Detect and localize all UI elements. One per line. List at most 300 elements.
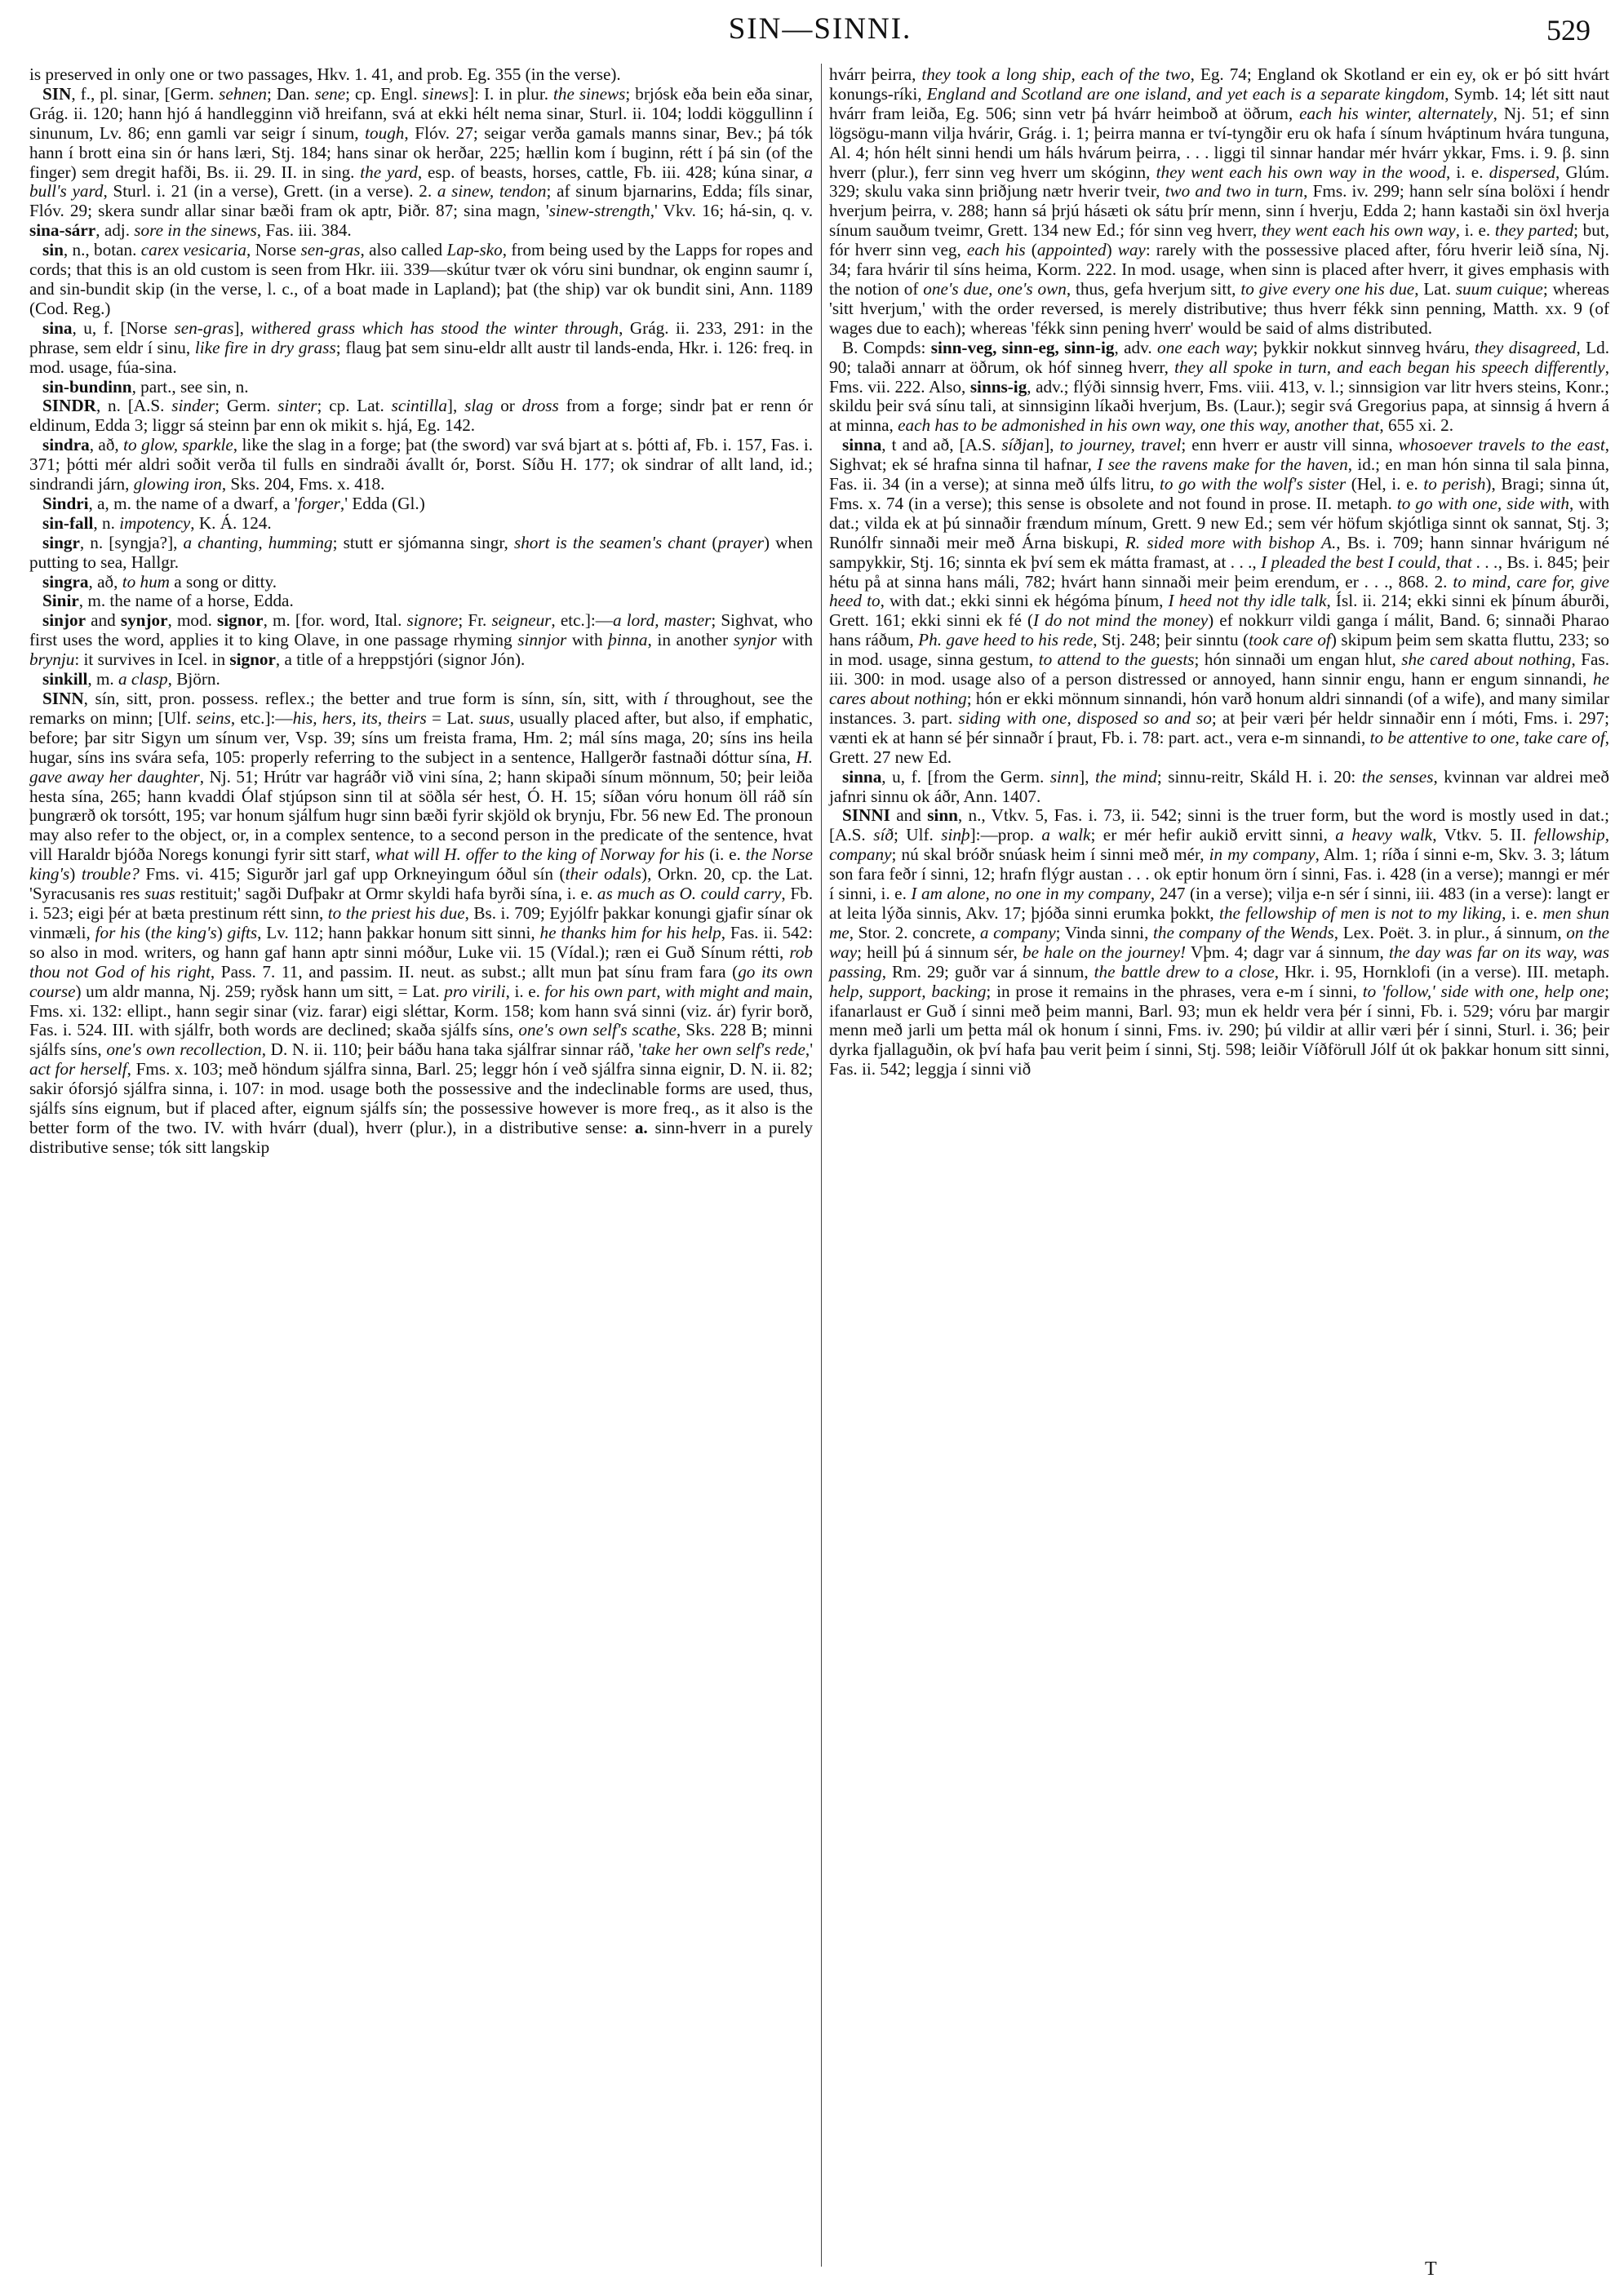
entry-text: , Fb. i. 523; eigi þér at bæta prestinum rétt sinn,	[29, 884, 813, 923]
dictionary-entry	[29, 436, 813, 494]
dictionary-entry	[29, 534, 813, 573]
entry-text: , Fms. iv. 299; hann selr sína bolöxi í hendr hverjum þeirra, v. 288; hann sá þrjú hásæti ok sátu þrír menn, sinn í hverju, Edda 2; hann kastaði sin öxl hverja sínum sauðum tveimr, Grett. 134 new Ed.; fór sinn veg hverr,	[829, 181, 1610, 241]
translation-text: he cares about nothing	[829, 669, 1609, 708]
entry-text: , adv.; flýði sinnsig hverr, Fms. viii. 413, v. l.; sinnsigion var litr hvers steins, Konr.; skildu þeir svá sínu tali, at sinnsiginn líkaði hverjum, Bs. (Laur.); segir svá Gregorius papa, at sinnsig á hvern á at minna,	[829, 376, 1610, 436]
translation-text: one each way	[1157, 337, 1253, 357]
translation-text: I do not mind the money	[1033, 610, 1209, 631]
entry-text: )	[216, 922, 228, 942]
entry-text: , Lex. Poët. 3. in plur., á sinnum,	[1333, 922, 1567, 942]
translation-text: the fellowship of men is not to my liking	[1219, 902, 1502, 923]
translation-text: trouble?	[81, 864, 140, 884]
translation-text: they went each his own way	[1261, 220, 1456, 241]
entry-text: , Fas. iii. 384.	[256, 220, 352, 241]
translation-text: þinna	[608, 630, 648, 650]
translation-text: to glow, sparkle	[123, 435, 233, 455]
entry-text: Vþm. 4; dagr var á sinnum,	[1186, 942, 1390, 962]
translation-text: prayer	[717, 532, 764, 552]
entry-text: ]:—prop.	[969, 825, 1042, 845]
entry-text: , esp. of beasts, horses, cattle, Fb. iii. 428; kúna sinar,	[417, 162, 805, 182]
translation-text: go its own course	[29, 961, 813, 1001]
entry-text: is preserved in only one or two passages, Hkv. 1. 41, and prob. Eg. 355 (in the verse).	[29, 64, 621, 84]
entry-text: ; sinnu-reitr, Skáld H. i. 20:	[1156, 766, 1362, 787]
entry-text: )	[69, 864, 82, 884]
entry-text: , Nj. 51; Hrútr var hagráðr við vini sína, 2; hann skipaði sínum mönnum, 50; þeir leiða hesta sína, 265; hann kvaddi Ólaf stjúpson sinn til at söðla sér hest, Ó. H. 15; síðan vóru honum öll ráð sín þungrærð ok torsótt, 195; var honum sjálfum hugr sinn bæði fyrir skjöld ok brynju, Fbr. 56 new Ed. The pronoun may also refer to the object, or, in a complex sentence, to a second person in the predicate of the sentence, hvat vill Haraldr bjóða Noregs konungi fyrir sitt starf,	[29, 766, 813, 865]
entry-text: ,'	[805, 1039, 814, 1060]
translation-text: each his winter, alternately	[1299, 103, 1493, 123]
translation-text: siding with one, disposed so and so	[958, 707, 1212, 728]
entry-text: , Glúm. 329; skulu vaka sinn þriðjung nætr hverir tveir,	[829, 162, 1609, 202]
translation-text: Ph. gave heed to his rede	[918, 630, 1094, 650]
headword: sinns-ig	[969, 376, 1027, 397]
dictionary-entry	[29, 670, 813, 689]
translation-text: I heed not thy idle talk	[1168, 591, 1327, 611]
headword: a.	[634, 1117, 648, 1137]
entry-text: hvárr þeirra,	[829, 64, 922, 84]
translation-text: to go with one, side with	[1396, 493, 1569, 513]
dictionary-entry	[29, 592, 813, 611]
entry-text: ; Sighvat, who first uses the word, applies it to king Olave, in one passage rhyming	[29, 610, 814, 650]
entry-text: , i. e.	[1502, 902, 1543, 923]
dictionary-entry	[29, 573, 813, 592]
entry-text: , Bs. i. 709; hann sinnar hvárigum né sampykkir, Stj. 16; sinnta ek því sem ek mátta framast, at . . .,	[829, 532, 1609, 572]
translation-text: I see the ravens make for the haven	[1097, 454, 1348, 475]
entry-text: , Sks. 228 B; minni sjálfs síns,	[29, 1020, 814, 1060]
headword: singra	[42, 571, 89, 592]
entry-text: , Fms. x. 103; með höndum sjálfra sinna, Barl. 25; leggr hón í veð sjálfra sinna eignir, D. N. ii. 82; sakir óforsjó sjálfra sinna, i. 107: in mod. usage both the possessive and the indeclinable forms are used, thus, sjálfs síns eignum, but if placed after, eignum sjálfs sín; the possessive however is more freq., as it also is the better form of the two. IV. with hvárr (dual), hverr (plur.), in a distributive sense:	[29, 1059, 813, 1137]
translation-text: to journey, travel	[1059, 435, 1182, 455]
translation-text: short is the seamen's chant	[513, 532, 707, 552]
translation-text: seins	[196, 707, 231, 728]
entry-text: ), Bragi; sinna út, Fms. x. 74 (in a verse); this sense is obsolete and not found in prose. II. metaph.	[829, 474, 1610, 513]
entry-text: ; heill þú á sinnum sér,	[857, 942, 1023, 962]
entry-text: a song or ditty.	[169, 571, 277, 592]
translation-text: dispersed	[1489, 162, 1555, 182]
headword: sin	[42, 240, 64, 260]
translation-text: scintilla	[391, 396, 447, 416]
dictionary-entry	[829, 768, 1609, 807]
entry-text: , from being used by the Lapps for ropes and cords; that this is an old custom is seen from Hkr. iii. 339—skútur tvær ok vóru sini bundnar, ok enginn saumr í, and sin-bundit skip (in the verse, l. c., of a boat made in Lapland); þat (the ship) var ok bundit sini, Ann. 1189 (Cod. Reg.)	[29, 240, 813, 318]
entry-text: ; whereas 'sitt hverjum,' with the order reversed, is merely distributive; thus hverr fékk sinn penning, Matth. xx. 9 (of wages due to each); whereas 'fékk sinn pening hverr' would be said of alms distributed.	[829, 278, 1610, 338]
headword: SIN	[42, 83, 72, 104]
translation-text: for his own part, with might and main	[544, 981, 809, 1001]
translation-text: his, hers, its, theirs	[292, 707, 427, 728]
translation-text: a heavy walk	[1335, 825, 1433, 845]
entry-text: throughout, see the remarks on minn; [Ulf.	[29, 689, 813, 728]
translation-text: be hale on the journey!	[1023, 942, 1187, 962]
entry-text: , also called	[360, 240, 447, 260]
dictionary-entry	[829, 806, 1609, 1079]
entry-text: , with dat.; vilda ek at þú sinnaðir frændum mínum, Grett. 9 new Ed.; sem vér höfum skjótliga sinnt ok sannat, Stj. 3; Runólfr sinnaði meir með Árna biskupi,	[829, 493, 1609, 552]
entry-text: , mod.	[167, 610, 218, 631]
entry-text: , sín, sitt, pron. possess. reflex.; the better and true form is sínn, sín, sitt, with	[83, 689, 664, 708]
entry-text: , Bs. i. 709; Eyjólfr þakkar konungi gjafir sínar ok vinmæli,	[29, 902, 814, 942]
entry-text: , D. N. ii. 110; þeir báðu hana taka sjálfrar sinnar ráð, '	[261, 1039, 642, 1060]
entry-text: and	[890, 805, 928, 826]
entry-text: , t and að, [A.S.	[881, 435, 1002, 455]
translation-text: act for herself	[29, 1059, 127, 1079]
headword: sinna	[842, 766, 882, 787]
entry-text: ],	[1079, 766, 1096, 787]
entry-text: from a forge; sindr þat er renn ór eldinum, Edda 3; liggr sá steinn þar enn ok mikit s. hjá, Eg. 142.	[29, 396, 813, 436]
translation-text: each his	[966, 240, 1026, 260]
entry-text: ; cp. Lat.	[317, 396, 392, 416]
translation-text: to mind, care for, give heed to	[829, 571, 1609, 611]
entry-text: , Eg. 74; England ok Skotland er ein ey, ok er þó sitt hvárt konungs-ríki,	[829, 64, 1609, 104]
headword: SINNI	[842, 805, 890, 826]
entry-text: restituit;' sagði Dufþakr at Ormr skyldi hafa byrði sína, i. e.	[175, 884, 597, 904]
entry-text: , usually placed after, but also, if emphatic, before; þar sitr Sigyn um sínum ver, Vsp. 39; síns um freista frama, Hm. 2; mál síns maga, 20; síns ins heila hugar, síns ins svára sefa, 105: properly referring to the subject in a sentence, Hallgerðr fastnaði dóttur sína,	[29, 707, 814, 767]
entry-text: , Symb. 14; lét sitt naut hvárr fram leiða, Eg. 506; sinn vetr þá hvárr heimboð at öðrum,	[829, 83, 1609, 123]
translation-text: dross	[521, 396, 559, 416]
dictionary-entry	[29, 514, 813, 534]
translation-text: impotency	[119, 512, 191, 533]
headword: Sindri	[42, 493, 89, 513]
translation-text: signore	[406, 610, 459, 631]
entry-text: ; ifanarlaust er Guð í sinni með þeim manni, Barl. 93; mun ek heldr vera þér í sinni, Fb. i. 529; vóru þar margir menn með jarli um þetta mál ok honum í sinni, Fms. iv. 290; þú vildir at allir væri þér í sinni, Sturl. i. 36; þeir dyrka fjallaguðin, ok því hafa þau verit þeim í sinni, Stj. 598; leiðir Víðförull Jólf út ok þakkar honum sitt sinni, Fas. ii. 542; leggja í sinni við	[829, 981, 1609, 1079]
entry-text: )	[1106, 240, 1118, 260]
entry-text: , i. e.	[505, 981, 545, 1001]
translation-text: on the way	[829, 922, 1609, 962]
dictionary-entry	[29, 319, 813, 378]
translation-text: pro virili	[444, 981, 506, 1001]
entry-text: , Stj. 248; þeir sinntu (	[1093, 630, 1249, 650]
entry-text: , etc.]:—	[230, 707, 293, 728]
headword: sindra	[42, 435, 90, 455]
translation-text: the king's	[150, 922, 217, 942]
entry-text: , with dat.; ekki sinni ek hégóma þínum,	[880, 591, 1169, 611]
entry-text: , að,	[89, 435, 124, 455]
entry-text: ],	[1044, 435, 1060, 455]
entry-text: , 247 (in a verse); vilja e-n sér í sinni, iii. 483 (in a verse): langt er at leita lýða sinnis, Akv. 17; þjóða sinni erumka þokkt,	[829, 884, 1609, 923]
dictionary-entry	[29, 241, 813, 319]
translation-text: sinews	[422, 83, 469, 104]
translation-text: to the priest his due	[327, 902, 465, 923]
translation-text: Lap-sko	[446, 240, 503, 260]
dictionary-entry	[829, 339, 1609, 437]
translation-text: appointed	[1036, 240, 1107, 260]
entry-text: ; Vinda sinni,	[1055, 922, 1153, 942]
translation-text: sen-gras	[174, 317, 234, 338]
translation-text: a clasp	[118, 669, 168, 689]
translation-text: to perish	[1423, 474, 1486, 494]
translation-text: they parted	[1494, 220, 1574, 241]
translation-text: carex vesicaria	[140, 240, 246, 260]
entry-text: , n.	[93, 512, 120, 533]
dictionary-entry	[829, 436, 1609, 767]
dictionary-entry	[29, 378, 813, 397]
page-number: 529	[1546, 14, 1591, 47]
translation-text: to 'follow,' side with one, help one	[1362, 981, 1605, 1001]
translation-text: sinew-strength	[548, 201, 650, 221]
entry-text: ; Germ.	[215, 396, 278, 416]
entry-text: , Lv. 112; hann þakkar honum sitt sinni,	[257, 922, 540, 942]
entry-text: , like the slag in a forge; þat (the sword) var svá bjart at s. þótti af, Fb. i. 157, Fas. i. 371; þótti mér aldri soðit verða til fulls en sindraði ávallt ór, Þorst. Síðu H. 177; ok sindrar of allt land, id.; sindrandi járn,	[29, 435, 813, 494]
entry-text: ) when putting to sea, Hallgr.	[29, 532, 813, 572]
translation-text: like fire in dry grass	[194, 337, 336, 357]
translation-text: sehnen	[219, 83, 268, 104]
entry-text: , part., see sin, n.	[131, 376, 249, 397]
entry-text: ],	[446, 396, 465, 416]
translation-text: a walk	[1041, 825, 1091, 845]
translation-text: they went each his own way in the wood	[1156, 162, 1446, 182]
page-header	[0, 11, 1615, 52]
translation-text: I am alone, no one in my company	[911, 884, 1151, 904]
entry-text: , Fas. iii. 300: in mod. usage also of a person distressed or annoyed, hann sinnir engu, hann er engum sinnandi,	[829, 649, 1609, 689]
entry-text: (i. e.	[704, 844, 746, 865]
entry-text: , Sighvat; ek sé hrafna sinna til hafnar,	[829, 435, 1610, 475]
entry-text: : rarely with the possessive placed after, fóru hverir leið sína, Nj. 34; fara hvárir til síns heima, Korm. 222. In mod. usage, when sinn is placed after hverr, it gives emphasis with the notion of	[829, 240, 1609, 299]
translation-text: to hum	[122, 571, 170, 592]
entry-text: ; enn hverr er austr vill sinna,	[1181, 435, 1399, 455]
translation-text: a sinew, tendon	[437, 181, 547, 202]
headword: sin-fall	[42, 512, 94, 533]
translation-text: they took a long ship, each of the two	[921, 64, 1191, 84]
translation-text: the company of the Wends	[1153, 922, 1334, 942]
entry-text: , m.	[87, 669, 119, 689]
headword: signor	[217, 610, 264, 631]
entry-text: , id.; en man hón sinna til sala þinna, Fas. ii. 34 (in a verse); at sinna með úlfs litru,	[829, 454, 1610, 494]
translation-text: to attend to the guests	[1038, 649, 1195, 670]
translation-text: in my company	[1209, 844, 1316, 865]
entry-text: (	[1025, 240, 1037, 260]
entry-text: ; brjósk eða bein eða sinar, Grág. ii. 120; hann hjó á handlegginn við hreifann, svá at ekki hélt nema sinar, Sturl. ii. 104; loddi köggullinn í sinunum, Lv. 86; enn gamli var seigr í sinum,	[29, 83, 813, 143]
dictionary-entry	[29, 85, 813, 241]
entry-text: , Grág. ii. 233, 291: in the phrase, sem eldr í sinu,	[29, 317, 813, 357]
entry-text: (	[706, 532, 718, 552]
translation-text: suum cuique	[1455, 278, 1543, 299]
entry-text: , adj.	[95, 220, 135, 241]
translation-text: a chanting, humming	[183, 532, 333, 552]
entry-text: (	[140, 922, 151, 942]
translation-text: rob thou not God of his right	[29, 942, 813, 982]
entry-text: , 655 xi. 2.	[1379, 415, 1454, 436]
entry-text: , Nj. 51; ef sinn lögsögu-mann vilja hvárir, Grág. i. 1; þeirra manna er tví-tyngðir eru ok hafa í sínum hváptinum hvára tunguna, Al. 4; hón hélt sinni hendi um háls hvárum þeirra, . . . liggi til sinnar handar mér hvárr ykkar, Fms. i. 9. β. sinn hverr (plur.), ferr sinn veg hverr um skóginn,	[829, 103, 1609, 182]
entry-text: ; in prose it remains in the phrases, vera e-m í sinni,	[986, 981, 1363, 1001]
translation-text: the sinews	[552, 83, 626, 104]
entry-text: (Hel, i. e.	[1346, 474, 1424, 494]
entry-text: B. Compds:	[842, 337, 931, 357]
entry-text: , u, f. [Norse	[72, 317, 175, 338]
translation-text: the yard	[360, 162, 418, 182]
translation-text: the battle drew to a close	[1094, 961, 1275, 982]
translation-text: took care of	[1249, 630, 1331, 650]
entry-text: ; stutt er sjómanna singr,	[332, 532, 514, 552]
dictionary-entry	[29, 397, 813, 436]
entry-text: = Lat.	[426, 707, 480, 728]
right-column	[829, 65, 1609, 1079]
entry-text: , n., Vtkv. 5, Fas. i. 73, ii. 542; sinni is the truer form, but the word is mostly used in dat.; [A.S.	[829, 805, 1610, 845]
translation-text: gifts	[227, 922, 258, 942]
translation-text: síðjan	[1001, 435, 1045, 455]
translation-text: one's own recollection	[106, 1039, 262, 1060]
entry-text: , f., pl. sinar, [Germ.	[71, 83, 220, 104]
headword: sina-sárr	[29, 220, 96, 241]
entry-text: : it survives in Icel. in	[74, 649, 230, 670]
translation-text: sen-gras	[300, 240, 361, 260]
translation-text: for his	[95, 922, 140, 942]
entry-text: , Flóv. 27; seigar verða gamals manns sinar, Bev.; þá tók hann í brott eina sin ór hans læri, Stj. 184; hans sinar ok herðar, 225; hællin kom í buginn, rétt í þá sin (of the finger) sem dregit hafði, Bs. ii. 29. II. in sing.	[29, 122, 813, 182]
headword: sinn	[927, 805, 958, 826]
entry-text: ; nú skal bróðr snúask heim í sinni með mér,	[891, 844, 1209, 865]
entry-text: ; Fr.	[458, 610, 492, 631]
translation-text: slag	[464, 396, 494, 416]
translation-text: one's due, one's own	[923, 278, 1067, 299]
entry-text: and	[85, 610, 121, 631]
headword: synjor	[120, 610, 168, 631]
translation-text: sinnjor	[517, 630, 567, 650]
translation-text: sene	[314, 83, 346, 104]
entry-text: ) skipum þeim sem skatta fluttu, 233; so in mod. usage, sinna gestum,	[829, 630, 1610, 670]
entry-text: , adv.	[1114, 337, 1158, 357]
entry-text: ), Orkn. 20, cp. the Lat. 'Syracusanis res	[29, 864, 813, 904]
entry-text: , n. [A.S.	[95, 396, 172, 416]
entry-text: sinn-hverr in a purely distributive sense; tók sitt langskip	[29, 1117, 814, 1157]
running-head: SIN—SINNI.	[728, 12, 912, 46]
entry-text: , Grett. 27 new Ed.	[829, 727, 1610, 767]
entry-text: , i. e.	[1455, 220, 1495, 241]
entry-text: , Fas. ii. 542: so also in mod. writers, og hann gaf hann aptr sinni móður, Luke vii. 15 (Vídal.); ræn ei Guð Sínum rétti,	[29, 922, 814, 962]
entry-text: ],	[233, 317, 251, 338]
entry-text: ; Dan.	[267, 83, 315, 104]
entry-text: , thus, gefa hverjum sitt,	[1066, 278, 1241, 299]
translation-text: England and Scotland are one island, and yet each is a separate kingdom	[926, 83, 1445, 104]
translation-text: suas	[144, 884, 175, 904]
entry-text: , a title of a hreppstjóri (signor Jón).	[275, 649, 526, 670]
entry-text: ,' Edda (Gl.)	[339, 493, 425, 513]
entry-text: ) um aldr manna, Nj. 259; ryðsk hann um sitt, = Lat.	[75, 981, 445, 1001]
translation-text: two and two in turn	[1165, 181, 1304, 202]
translation-text: way	[1117, 240, 1146, 260]
translation-text: brynju	[29, 649, 75, 670]
entry-text: or	[493, 396, 522, 416]
translation-text: fellowship, company	[829, 825, 1609, 865]
entry-text: , in another	[647, 630, 734, 650]
translation-text: sinter	[277, 396, 317, 416]
dictionary-entry	[29, 611, 813, 670]
entry-text: , Sturl. i. 21 (in a verse), Grett. (in a verse). 2.	[103, 181, 437, 202]
translation-text: she cared about nothing	[1401, 649, 1572, 670]
translation-text: as much as O. could carry	[597, 884, 782, 904]
entry-text: ; cp. Engl.	[345, 83, 423, 104]
translation-text: a lord, master	[612, 610, 712, 631]
entry-text: , að,	[88, 571, 122, 592]
entry-text: , Alm. 1; ríða í sinni e-m, Skv. 3. 3; látum son fara feðr í sinni, 12; hrafn flýgr austan . . . ok eptir honum örn í sinni, Fas. i. 428 (in a verse); manngi er mér í sinni, i. e.	[829, 844, 1609, 904]
headword: sinn-veg, sinn-eg, sinn-ig	[930, 337, 1115, 357]
headword: sinna	[842, 435, 882, 455]
translation-text: suus	[479, 707, 510, 728]
entry-text: , kvinnan var aldrei með jafnri sinnu ok áðr, Ann. 1407.	[829, 766, 1609, 806]
headword: sinkill	[42, 669, 88, 689]
entry-text: , Ld. 90; talaði annarr at öðrum, ok hóf sinneg hverr,	[829, 337, 1609, 377]
headword: SINN	[42, 689, 84, 708]
translation-text: sinn	[1049, 766, 1080, 787]
entry-text: , etc.]:—	[551, 610, 613, 631]
headword: sina	[42, 317, 73, 338]
headword: Sinir	[42, 591, 79, 611]
translation-text: síð	[873, 825, 894, 845]
translation-text: men shun me	[829, 902, 1610, 942]
translation-text: he thanks him for his help	[539, 922, 721, 942]
translation-text: each has to be admonished in his own way, one this way, another that	[898, 415, 1380, 436]
translation-text: the mind	[1095, 766, 1157, 787]
entry-text: ; at þeir væri þér heldr sinnaðir enn í móti, Fms. i. 297; vænti ek at hann sé þér sinnaðr í þraut, Fb. i. 78: part. act., vera e-m sinnandi,	[829, 707, 1609, 747]
entry-text: , Norse	[246, 240, 301, 260]
signature-mark: T	[1425, 2258, 1437, 2280]
translation-text: sinþ	[941, 825, 970, 845]
translation-text: their odals	[565, 864, 642, 884]
translation-text: to give every one his due	[1240, 278, 1415, 299]
entry-text: ; flaug þat sem sinu-eldr allt austr til lands-enda, Hkr. i. 126: freq. in mod. usage, fúa-sina.	[29, 337, 814, 377]
translation-text: they all spoke in turn, and each began his speech differently	[1174, 357, 1605, 377]
translation-text: one's own self's scathe	[518, 1020, 677, 1040]
column-divider	[821, 64, 822, 2267]
entry-text: , Hkr. i. 95, Hornklofi (in a verse). III. metaph.	[1274, 961, 1609, 982]
entry-text: , Fms. xi. 132: ellipt., hann segir sinar (viz. farar) eigi sléttar, Korm. 158; kom hann svá sinni (viz. ár) fyrir borð, Fas. i. 524. III. with sjálfr, both words are declined; skaða sjálfs síns,	[29, 981, 813, 1040]
entry-text: ]: I. in plur.	[468, 83, 553, 104]
translation-text: what will H. offer to the king of Norway for his	[375, 844, 705, 865]
translation-text: help, support, backing	[829, 981, 987, 1001]
entry-text: with	[776, 630, 814, 650]
entry-text: , Sks. 204, Fms. x. 418.	[221, 474, 385, 494]
entry-text: with	[566, 630, 609, 650]
translation-text: withered grass which has stood the winter through	[251, 317, 619, 338]
translation-text: glowing iron	[133, 474, 222, 494]
translation-text: sinder	[171, 396, 215, 416]
entry-text: , Rm. 29; guðr var á sinnum,	[881, 961, 1094, 982]
entry-text: ; er mér hefir aukið ervitt sinni,	[1090, 825, 1336, 845]
entry-text: , Ísl. ii. 214; ekki sinni ek þínum áburði, Grett. 161; ekki sinni ek fé (	[829, 591, 1609, 631]
translation-text: a company	[979, 922, 1056, 942]
entry-text: ; Ulf.	[893, 825, 942, 845]
entry-text: , Björn.	[167, 669, 220, 689]
headword: sinjor	[42, 610, 86, 631]
dictionary-entry	[29, 689, 813, 1158]
entry-text: , n. [syngja?],	[79, 532, 184, 552]
dictionary-entry	[29, 494, 813, 514]
entry-text: ; af sinum bjarnarins, Edda; fíls sinar, Flóv. 29; skera sundr allar sinar bæði fram ok aptr, Þiðr. 87; sina magn, '	[29, 181, 813, 221]
entry-text: , Lat.	[1414, 278, 1456, 299]
translation-text: sore in the sinews	[134, 220, 257, 241]
translation-text: synjor	[733, 630, 777, 650]
headword: signor	[229, 649, 276, 670]
translation-text: take her own self's rede	[641, 1039, 805, 1060]
translation-text: í	[663, 689, 668, 708]
entry-text: Fms. vi. 415; Sigurðr jarl gaf upp Orkneyingum óðul sín (	[139, 864, 566, 884]
translation-text: the Norse king's	[29, 844, 813, 884]
headword: SINDR	[42, 396, 96, 416]
entry-text: , Vtkv. 5. II.	[1432, 825, 1534, 845]
translation-text: to go with the wolf's sister	[1159, 474, 1347, 494]
entry-text: ) ef nokkurr vildi ganga í málit, Band. 6; sinnaði Pharao hans ráðum,	[829, 610, 1609, 650]
translation-text: the senses	[1361, 766, 1434, 787]
headword: singr	[42, 532, 80, 552]
entry-text: , Fms. vii. 222. Also,	[829, 357, 1609, 397]
entry-text: , a, m. the name of a dwarf, a '	[88, 493, 298, 513]
translation-text: they disagreed	[1475, 337, 1577, 357]
entry-text: , i. e.	[1445, 162, 1489, 182]
entry-text: ; þykkir nokkut sinnveg hváru,	[1253, 337, 1475, 357]
translation-text: to be attentive to one, take care of	[1369, 727, 1605, 747]
translation-text: whosoever travels to the east	[1398, 435, 1605, 455]
translation-text: seigneur	[491, 610, 552, 631]
entry-text: ; but, fór hverr sinn veg,	[829, 220, 1609, 260]
entry-text: , Stor. 2. concrete,	[849, 922, 980, 942]
headword: sin-bundinn	[42, 376, 132, 397]
entry-text: , K. Á. 124.	[190, 512, 272, 533]
entry-text: ; hón sinnaði um engan hlut,	[1194, 649, 1402, 670]
entry-text: ,' Vkv. 16; há-sin, q. v.	[650, 201, 813, 221]
entry-text: , Pass. 7. 11, and passim. II. neut. as subst.; allt mun þat sínu fram fara (	[210, 961, 739, 982]
